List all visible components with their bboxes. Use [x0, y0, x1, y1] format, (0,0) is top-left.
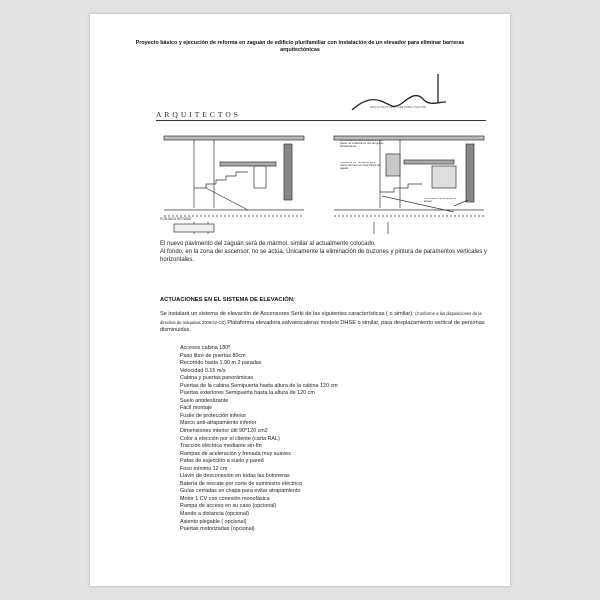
- spec-item: Fusile de protección inferior: [180, 412, 247, 419]
- spec-list: [180, 345, 480, 534]
- elevation-section-title: ACTUACIONES EN EL SISTEMA DE ELEVACIÓN:: [160, 297, 295, 303]
- spec-item: Motor 1 CV con conexión monofásica: [180, 495, 270, 502]
- spec-item: Rampa de acceso en su caso (opcional): [180, 503, 277, 510]
- section-heading: ARQUITECTOS: [156, 110, 241, 119]
- intro-paragraph: [160, 240, 490, 265]
- spec-item: Rampas de aceleración y frenada muy suaves: [180, 450, 291, 457]
- title-line-2: arquitectónicas: [280, 47, 320, 53]
- document-page: [90, 14, 510, 586]
- spec-item: Color a elección por el cliente (carta RAL): [180, 435, 280, 442]
- spec-item: Puertas motorizadas (opcional): [180, 526, 255, 533]
- spec-item: Mando a distancia (opcional): [180, 511, 249, 518]
- spec-item: Recorrido hasta 1.90 m 2 paradas: [180, 360, 262, 367]
- spec-item: Marco anti-atrapamiento inferior: [180, 420, 257, 427]
- spec-item: Velocidad 0.15 m/s: [180, 367, 226, 374]
- right-note-middle: Tabique de 1/2" de ladrillo, para relleno de hueco en zona inferior del zaguán: [340, 162, 381, 170]
- spec-item: Cabina y puertas panorámicas: [180, 375, 254, 382]
- spec-item: Llavín de desconexión en todas las botoneras: [180, 473, 290, 480]
- spec-item: Accesos cabina 180º: [180, 345, 231, 351]
- section-drawings: [154, 126, 494, 236]
- paragraph-line-2: Al fondo, en la zona del ascensor, no se actúa. Únicamente la eliminación de buzones y pintura de paramentos verticales y horizontales.: [160, 249, 487, 264]
- spec-item: Foso mínimo 12 cm: [180, 465, 228, 472]
- spec-item: Puertas de la cabina Semipuerta hasta altura de la cabina 120 cm: [180, 382, 338, 389]
- spec-item: Patas de sujección a suelo y pared: [180, 458, 264, 465]
- spec-item: Tracción eléctrica mediante sin-fin: [180, 443, 262, 450]
- logo-caption: ARQUITECTURA Y REHABILITACIÓN: [370, 106, 427, 109]
- right-note-bottom: Continuación de la rampa de acceso: [424, 198, 456, 203]
- spec-item: Fácil montaje: [180, 405, 213, 412]
- left-bottom-label: FORJADO SÓTANO: [160, 217, 192, 221]
- right-note-top: Desmontaje de vidrio existente en la 1ª planta. Se sustituirá por otro de iguales características: [340, 140, 384, 148]
- spec-item: Asiento plegable ( opcional): [180, 518, 247, 525]
- paragraph-line-1: El nuevo pavimento del zaguán será de mármol, similar al actualmente colocado.: [160, 241, 376, 247]
- description-main: Se instalará un sistema de elevación de Ascensores Serki de las siguientes características ( o similar):: [160, 311, 414, 317]
- spec-item: Suelo antideslizante: [180, 397, 229, 404]
- spec-item: Dimensiones interior útil 90*120 cm2: [180, 428, 268, 435]
- spec-item: Guías cerradas en chapa para evitar atrapamiento: [180, 488, 301, 495]
- spec-item: Paso libre de puertas 80cm: [180, 352, 246, 359]
- description-rest: Plataforma elevadora salvaescaleras modelo DHSE o similar, para desplazamiento vertical de personas disminuidas.: [160, 319, 485, 334]
- spec-item: Puertas exteriores Semipuerta hasta la altura de 120 cm: [180, 390, 315, 397]
- elevation-description: [160, 310, 495, 335]
- spec-item: Batería de rescate por corte de suministro eléctrico: [180, 480, 302, 487]
- heading-rule: [156, 120, 486, 121]
- title-line-1: Proyecto básico y ejecución de reforma en zaguán de edificio plurifamiliar con instalación de un elevador para eliminar barreras: [135, 40, 465, 46]
- document-title: [112, 40, 488, 54]
- description-directive: (Conforme a las disposiciones de la directiva de máquinas 2006/42-CE): [160, 311, 482, 325]
